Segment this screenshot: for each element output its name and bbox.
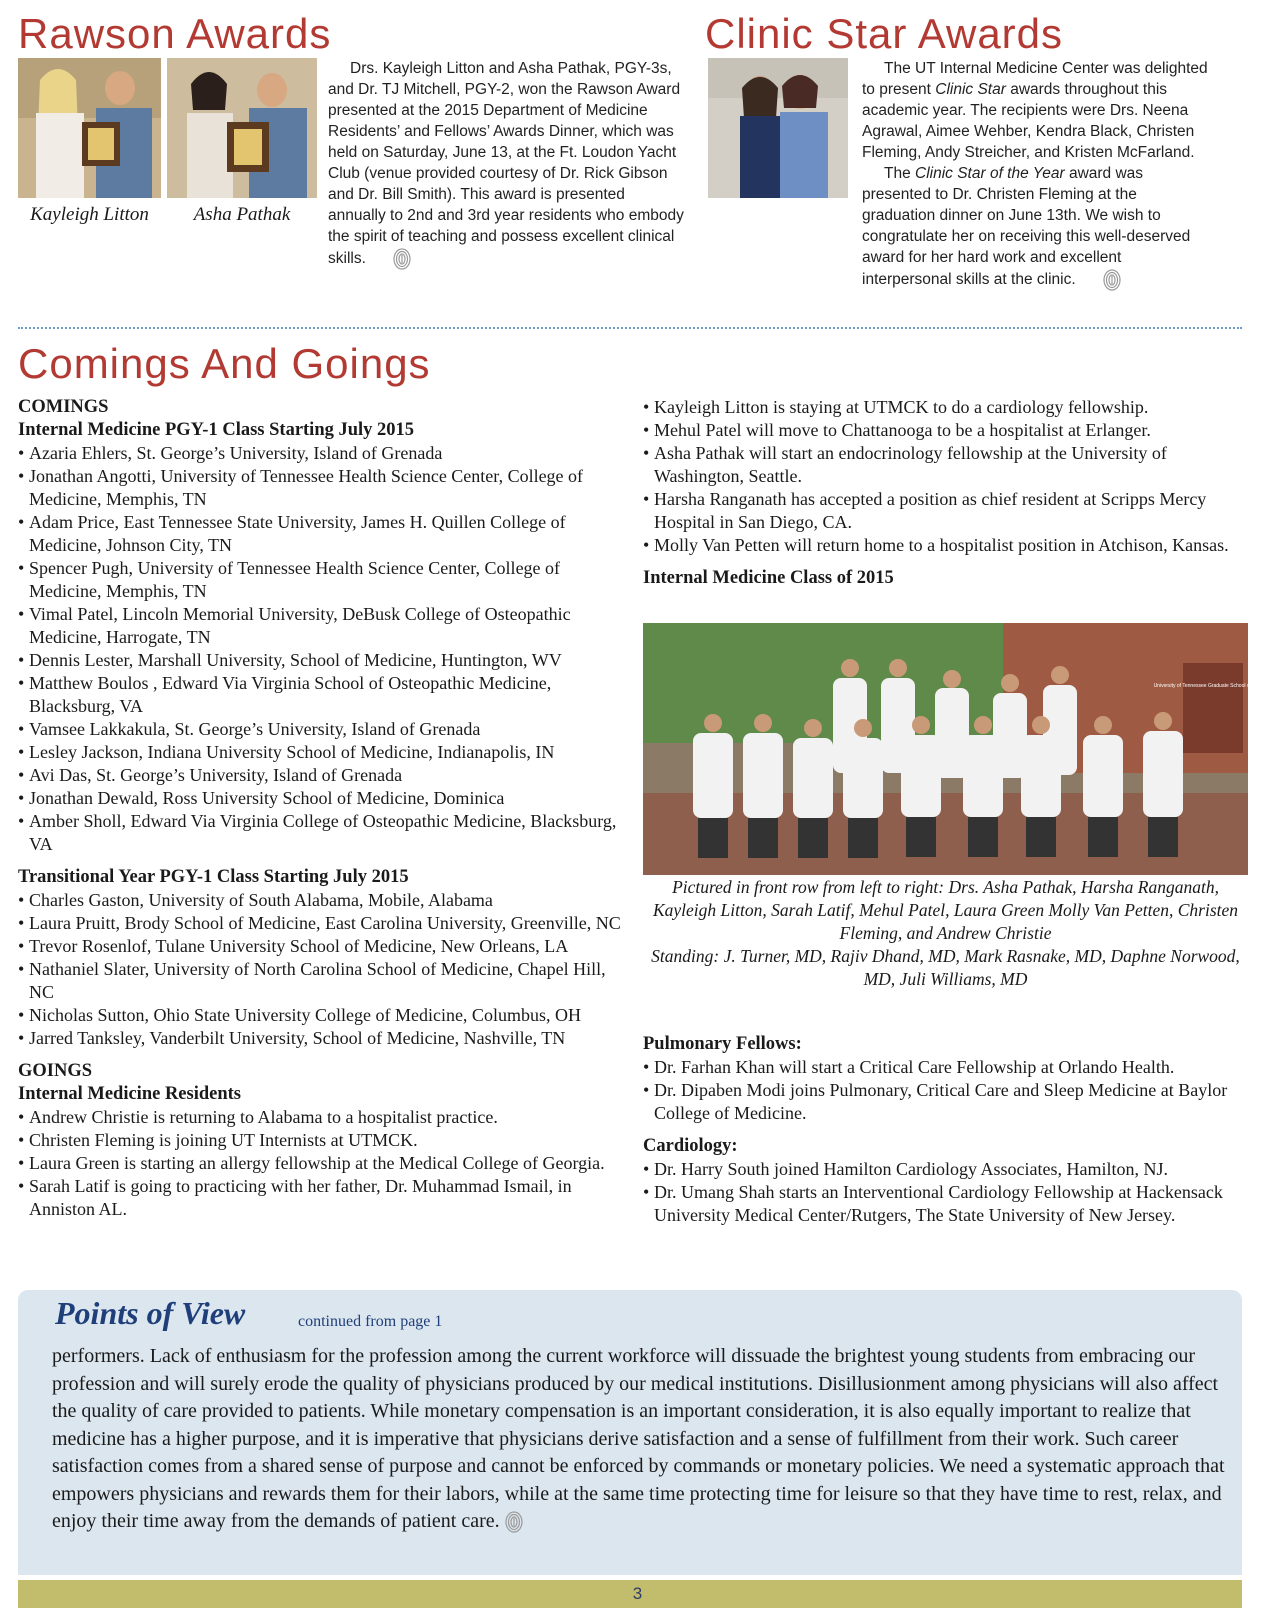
class-of-2015-photo (643, 623, 1273, 875)
list-item: • Spencer Pugh, University of Tennessee Health Science Center, College of Medicine, Memphis, TN (18, 557, 628, 603)
list-item: • Nathaniel Slater, University of North Carolina School of Medicine, Chapel Hill, NC (18, 958, 628, 1004)
cardiology-heading: Cardiology: (643, 1136, 738, 1156)
list-item: • Andrew Christie is returning to Alabama to a hospitalist practice. (18, 1106, 628, 1129)
photo-sign-text: University of Tennessee Graduate School of Medicine (1153, 683, 1273, 689)
class-photo-caption (643, 876, 1248, 991)
clinic-star-text-2b: award was presented to Dr. Christen Fleming at the graduation dinner on June 13th. We wish to congratulate her on receiving this well-deserved award for her hard work and excellent interpersonal skills at the clinic. (862, 165, 1191, 289)
im-pgy1-list (18, 442, 628, 856)
list-item: • Kayleigh Litton is staying at UTMCK to do a cardiology fellowship. (643, 396, 1243, 419)
caption-kayleigh-litton: Kayleigh Litton (30, 204, 149, 225)
clinic-star-awards-title: Clinic Star Awards (705, 10, 1064, 57)
comings-label: COMINGS (18, 397, 109, 417)
ty-list (18, 889, 628, 1050)
list-item: • Laura Pruitt, Brody School of Medicine, East Carolina University, Greenville, NC (18, 912, 628, 935)
list-item: • Harsha Ranganath has accepted a position as chief resident at Scripps Mercy Hospital in San Diego, CA. (643, 488, 1243, 534)
fingerprint-icon (370, 247, 390, 271)
caption-standing: Standing: J. Turner, MD, Rajiv Dhand, MD, Mark Rasnake, MD, Daphne Norwood, MD, Juli Williams, MD (651, 946, 1240, 989)
list-item: • Vamsee Lakkakula, St. George’s University, Island of Grenada (18, 718, 628, 741)
continued-note: continued from page 1 (298, 1313, 443, 1330)
clinic-star-year-term: Clinic Star of the Year (915, 165, 1065, 182)
goings-label: GOINGS (18, 1061, 93, 1081)
list-item: • Dr. Harry South joined Hamilton Cardiology Associates, Hamilton, NJ. (643, 1158, 1243, 1181)
list-item: • Vimal Patel, Lincoln Memorial University, DeBusk College of Osteopathic Medicine, Harrogate, TN (18, 603, 628, 649)
caption-asha-pathak: Asha Pathak (193, 204, 291, 225)
comings-goings-title: Comings And Goings (18, 340, 431, 387)
list-item: • Mehul Patel will move to Chattanooga to be a hospitalist at Erlanger. (643, 419, 1243, 442)
fellows-column (643, 1033, 1243, 1227)
section-divider (18, 327, 1242, 329)
im-residents-heading: Internal Medicine Residents (18, 1084, 242, 1104)
rawson-awards-title: Rawson Awards (18, 10, 332, 57)
list-item: • Laura Green is starting an allergy fellowship at the Medical College of Georgia. (18, 1152, 628, 1175)
list-item: • Molly Van Petten will return home to a hospitalist position in Atchison, Kansas. (643, 534, 1243, 557)
clinic-star-award-text (862, 58, 1212, 292)
im-residents-list-continued (643, 396, 1243, 557)
clinic-star-text-1a: The UT Internal Medicine Center was delighted to present (862, 60, 1208, 98)
photo-clinic-star (708, 58, 848, 198)
list-item: • Lesley Jackson, Indiana University School of Medicine, Indianapolis, IN (18, 741, 628, 764)
points-of-view-text (52, 1343, 1232, 1536)
ty-heading: Transitional Year PGY-1 Class Starting July 2015 (18, 867, 409, 887)
list-item: • Azaria Ehlers, St. George’s University, Island of Grenada (18, 442, 628, 465)
fingerprint-icon (1080, 268, 1100, 292)
rawson-paragraph: Drs. Kayleigh Litton and Asha Pathak, PGY-3s, and Dr. TJ Mitchell, PGY-2, won the Rawson Award presented at the 2015 Department of Medicine Residents’ and Fellows’ Awards Dinner, which was held on Saturday, June 13, at the Ft. Loudon Yacht Club (venue provided courtesy of Dr. Rick Gibson and Dr. Bill Smith). This award is presented annually to 2nd and 3rd year residents who embody the spirit of teaching and possess excellent clinical skills. (328, 60, 684, 268)
pulmonary-list (643, 1056, 1243, 1125)
pulmonary-heading: Pulmonary Fellows: (643, 1034, 802, 1054)
list-item: • Trevor Rosenlof, Tulane University School of Medicine, New Orleans, LA (18, 935, 628, 958)
list-item: • Dr. Umang Shah starts an Interventional Cardiology Fellowship at Hackensack University Medical Center/Rutgers, The State University of New Jersey. (643, 1181, 1243, 1227)
list-item: • Charles Gaston, University of South Alabama, Mobile, Alabama (18, 889, 628, 912)
list-item: • Jarred Tanksley, Vanderbilt University, School of Medicine, Nashville, TN (18, 1027, 628, 1050)
fingerprint-icon (504, 1510, 524, 1534)
class-of-2015-heading: Internal Medicine Class of 2015 (643, 568, 894, 588)
list-item: • Christen Fleming is joining UT Internists at UTMCK. (18, 1129, 628, 1152)
list-item: • Asha Pathak will start an endocrinology fellowship at the University of Washington, Seattle. (643, 442, 1243, 488)
caption-front-row: Pictured in front row from left to right: Drs. Asha Pathak, Harsha Ranganath, Kayleigh Litton, Sarah Latif, Mehul Patel, Laura Green Molly Van Petten, Christen Fleming, and Andrew Christie (652, 877, 1239, 943)
list-item: • Avi Das, St. George’s University, Island of Grenada (18, 764, 628, 787)
im-residents-list (18, 1106, 628, 1221)
list-item: • Amber Sholl, Edward Via Virginia College of Osteopathic Medicine, Blacksburg, VA (18, 810, 628, 856)
list-item: • Sarah Latif is going to practicing with her father, Dr. Muhammad Ismail, in Anniston AL. (18, 1175, 628, 1221)
points-of-view-title: Points of View (55, 1295, 246, 1331)
comings-goings-right-column (643, 396, 1243, 590)
list-item: • Jonathan Dewald, Ross University School of Medicine, Dominica (18, 787, 628, 810)
list-item: • Jonathan Angotti, University of Tennessee Health Science Center, College of Medicine, Memphis, TN (18, 465, 628, 511)
list-item: • Dennis Lester, Marshall University, School of Medicine, Huntington, WV (18, 649, 628, 672)
list-item: • Adam Price, East Tennessee State University, James H. Quillen College of Medicine, Johnson City, TN (18, 511, 628, 557)
im-pgy1-heading: Internal Medicine PGY-1 Class Starting July 2015 (18, 420, 415, 440)
list-item: • Nicholas Sutton, Ohio State University College of Medicine, Columbus, OH (18, 1004, 628, 1027)
list-item: • Dr. Farhan Khan will start a Critical Care Fellowship at Orlando Health. (643, 1056, 1243, 1079)
photo-kayleigh-litton (18, 58, 161, 198)
clinic-star-text-2a: The (884, 165, 916, 182)
photo-asha-pathak (167, 58, 317, 198)
clinic-star-text-1b: awards throughout this academic year. The recipients were Drs. Neena Agrawal, Aimee Wehber, Kendra Black, Christen Fleming, Andy Streicher, and Kristen McFarland. (862, 81, 1195, 161)
pov-paragraph: performers. Lack of enthusiasm for the profession among the current workforce will dissuade the brightest young students from embracing our profession and will surely erode the quality of physicians produced by our medical institutions. Disillusionment among physicians will also affect the quality of care provided to patients. While monetary compensation is an important consideration, it is also equally important to realize that medicine has a higher purpose, and it is imperative that physicians derive satisfaction and a sense of fulfillment from their work. Such career satisfaction comes from a shared sense of purpose and cannot be enforced by commands or monetary policies. We need a systematic approach that empowers physicians and rewards them for their labors, while at the same time protecting time for leisure so that they have time to rest, relax, and enjoy their time away from the demands of patient care. (52, 1345, 1225, 1532)
cardiology-list (643, 1158, 1243, 1227)
list-item: • Dr. Dipaben Modi joins Pulmonary, Critical Care and Sleep Medicine at Baylor College of Medicine. (643, 1079, 1243, 1125)
rawson-award-text (328, 58, 684, 271)
comings-goings-left-column (18, 396, 628, 1221)
clinic-star-term: Clinic Star (935, 81, 1006, 98)
list-item: • Matthew Boulos , Edward Via Virginia School of Osteopathic Medicine, Blacksburg, VA (18, 672, 628, 718)
page-number: 3 (632, 1584, 643, 1603)
